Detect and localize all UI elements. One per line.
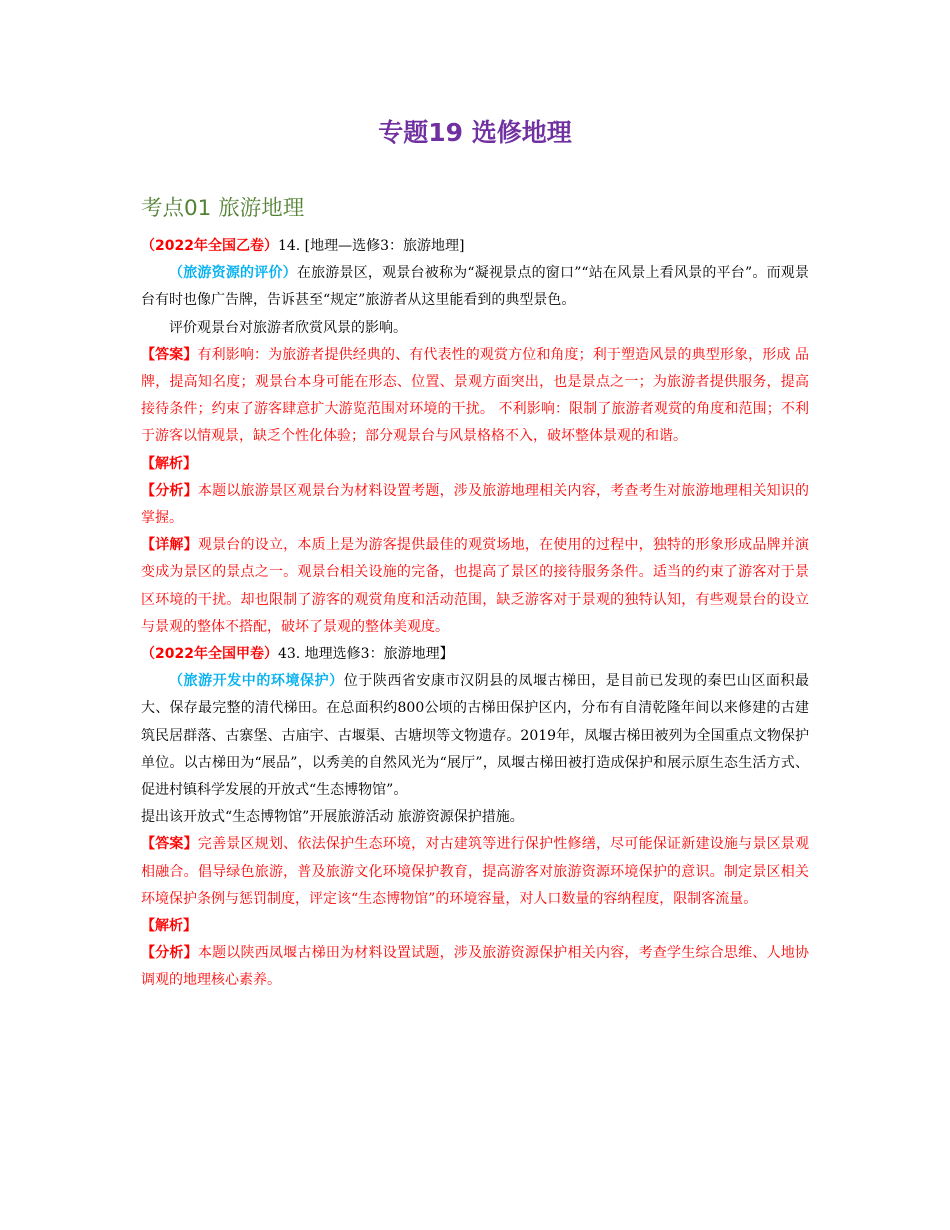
q1-material: 在旅游景区，观景台被称为“凝视景点的窗口”“站在风景上看风景的平台”。而观景台有时也像广告牌，告诉甚至“规定”旅游者从这里能看到的典型景色。 <box>141 265 809 309</box>
q2-analysis-label: 【解析】 <box>141 918 197 935</box>
q2-header-line <box>141 641 809 668</box>
q1-xiangjie-label: 【详解】 <box>141 537 198 554</box>
q2-fenxi: 本题以陕西凤堰古梯田为材料设置试题，涉及旅游资源保护相关内容，考查学生综合思维、人地协调观的地理核心素养。 <box>141 945 810 989</box>
q2-topic: （旅游开发中的环境保护） <box>169 673 344 690</box>
q1-answer-paragraph <box>141 342 809 451</box>
q1-fenxi: 本题以旅游景区观景台为材料设置考题，涉及旅游地理相关内容，考查考生对旅游地理相关知识的掌握。 <box>141 482 810 527</box>
q2-answer: 完善景区规划、依法保护生态环境，对古建筑等进行保护性修缮，尽可能保证新建设施与景区景观相融合。倡导绿色旅游，普及旅游文化环境保护教育，提高游客对旅游资源环境保护的意识。制定景区相关环境保护条例与惩罚制度，评定该“生态博物馆”的环境容量，对人口数量的容纳程度，限制客流量。 <box>141 836 810 907</box>
section-heading: 考点01 旅游地理 <box>141 196 305 221</box>
q1-source: （2022年全国乙卷） <box>141 238 278 254</box>
q2-answer-label: 【答案】 <box>141 836 198 853</box>
q2-question: 提出该开放式“生态博物馆”开展旅游活动 旅游资源保护措施。 <box>141 809 524 826</box>
q1-question: 评价观景台对旅游者欣赏风景的影响。 <box>169 319 407 336</box>
q2-fenxi-paragraph <box>141 940 809 994</box>
q1-topic: （旅游资源的评价） <box>169 265 297 282</box>
q2-material: 位于陕西省安康市汉阴县的凤堰古梯田，是目前已发现的秦巴山区面积最大、保存最完整的清代梯田。在总面积约800公顷的古梯田保护区内，分布有自清乾隆年间以来修建的古建筑民居群落、古寨堡、古庙宇、古堰渠、古塘坝等文物遗存。2019年，凤堰古梯田被列为全国重点文物保护单位。以古梯田为“展品”，以秀美的自然风光为“展厅”，凤堰古梯田被打造成保护和展示原生态生活方式、促进村镇科学发展的开放式“生态博物馆”。 <box>141 673 810 799</box>
q1-material-paragraph <box>141 260 809 314</box>
q1-fenxi-label: 【分析】 <box>141 482 198 499</box>
q1-analysis-label: 【解析】 <box>141 455 197 472</box>
q2-header: 43. 地理选修3：旅游地理】 <box>277 646 454 663</box>
q1-xiangjie-paragraph <box>141 532 809 641</box>
q1-fenxi-paragraph <box>141 478 809 532</box>
q1-header-line <box>141 233 809 260</box>
q2-source: （2022年全国甲卷） <box>141 646 278 663</box>
q2-fenxi-label: 【分析】 <box>141 945 198 962</box>
q1-answer: 有利影响：为旅游者提供经典的、有代表性的观赏方位和角度；利于塑造风景的典型形象，形成 品牌，提高知名度；观景台本身可能在形态、位置、景观方面突出，也是景点之一；为旅游者提供服务，提高接待条件；约束了游客肆意扩大游览范围对环境的干扰。 不利影响：限制了旅游者观赏的角度和范围；不利于游客以情观景，缺乏个性化体验；部分观景台与风景格格不入，破坏整体景观的和谐。 <box>141 346 810 445</box>
q1-header: 14. [地理—选修3：旅游地理] <box>277 238 465 254</box>
page-title: 专题19 选修地理 <box>378 118 572 147</box>
document-content <box>141 233 809 995</box>
q1-answer-label: 【答案】 <box>141 346 198 363</box>
q2-answer-paragraph <box>141 831 809 913</box>
q2-material-paragraph <box>141 668 809 804</box>
q1-xiangjie: 观景台的设立，本质上是为游客提供最佳的观赏场地，在使用的过程中，独特的形象形成品牌并演变成为景区的景点之一。观景台相关设施的完备，也提高了景区的接待服务条件。适当的约束了游客对于景区环境的干扰。却也限制了游客的观赏角度和活动范围，缺乏游客对于景观的独特认知，有些观景台的设立与景观的整体不搭配，破坏了景观的整体美观度。 <box>141 537 810 635</box>
